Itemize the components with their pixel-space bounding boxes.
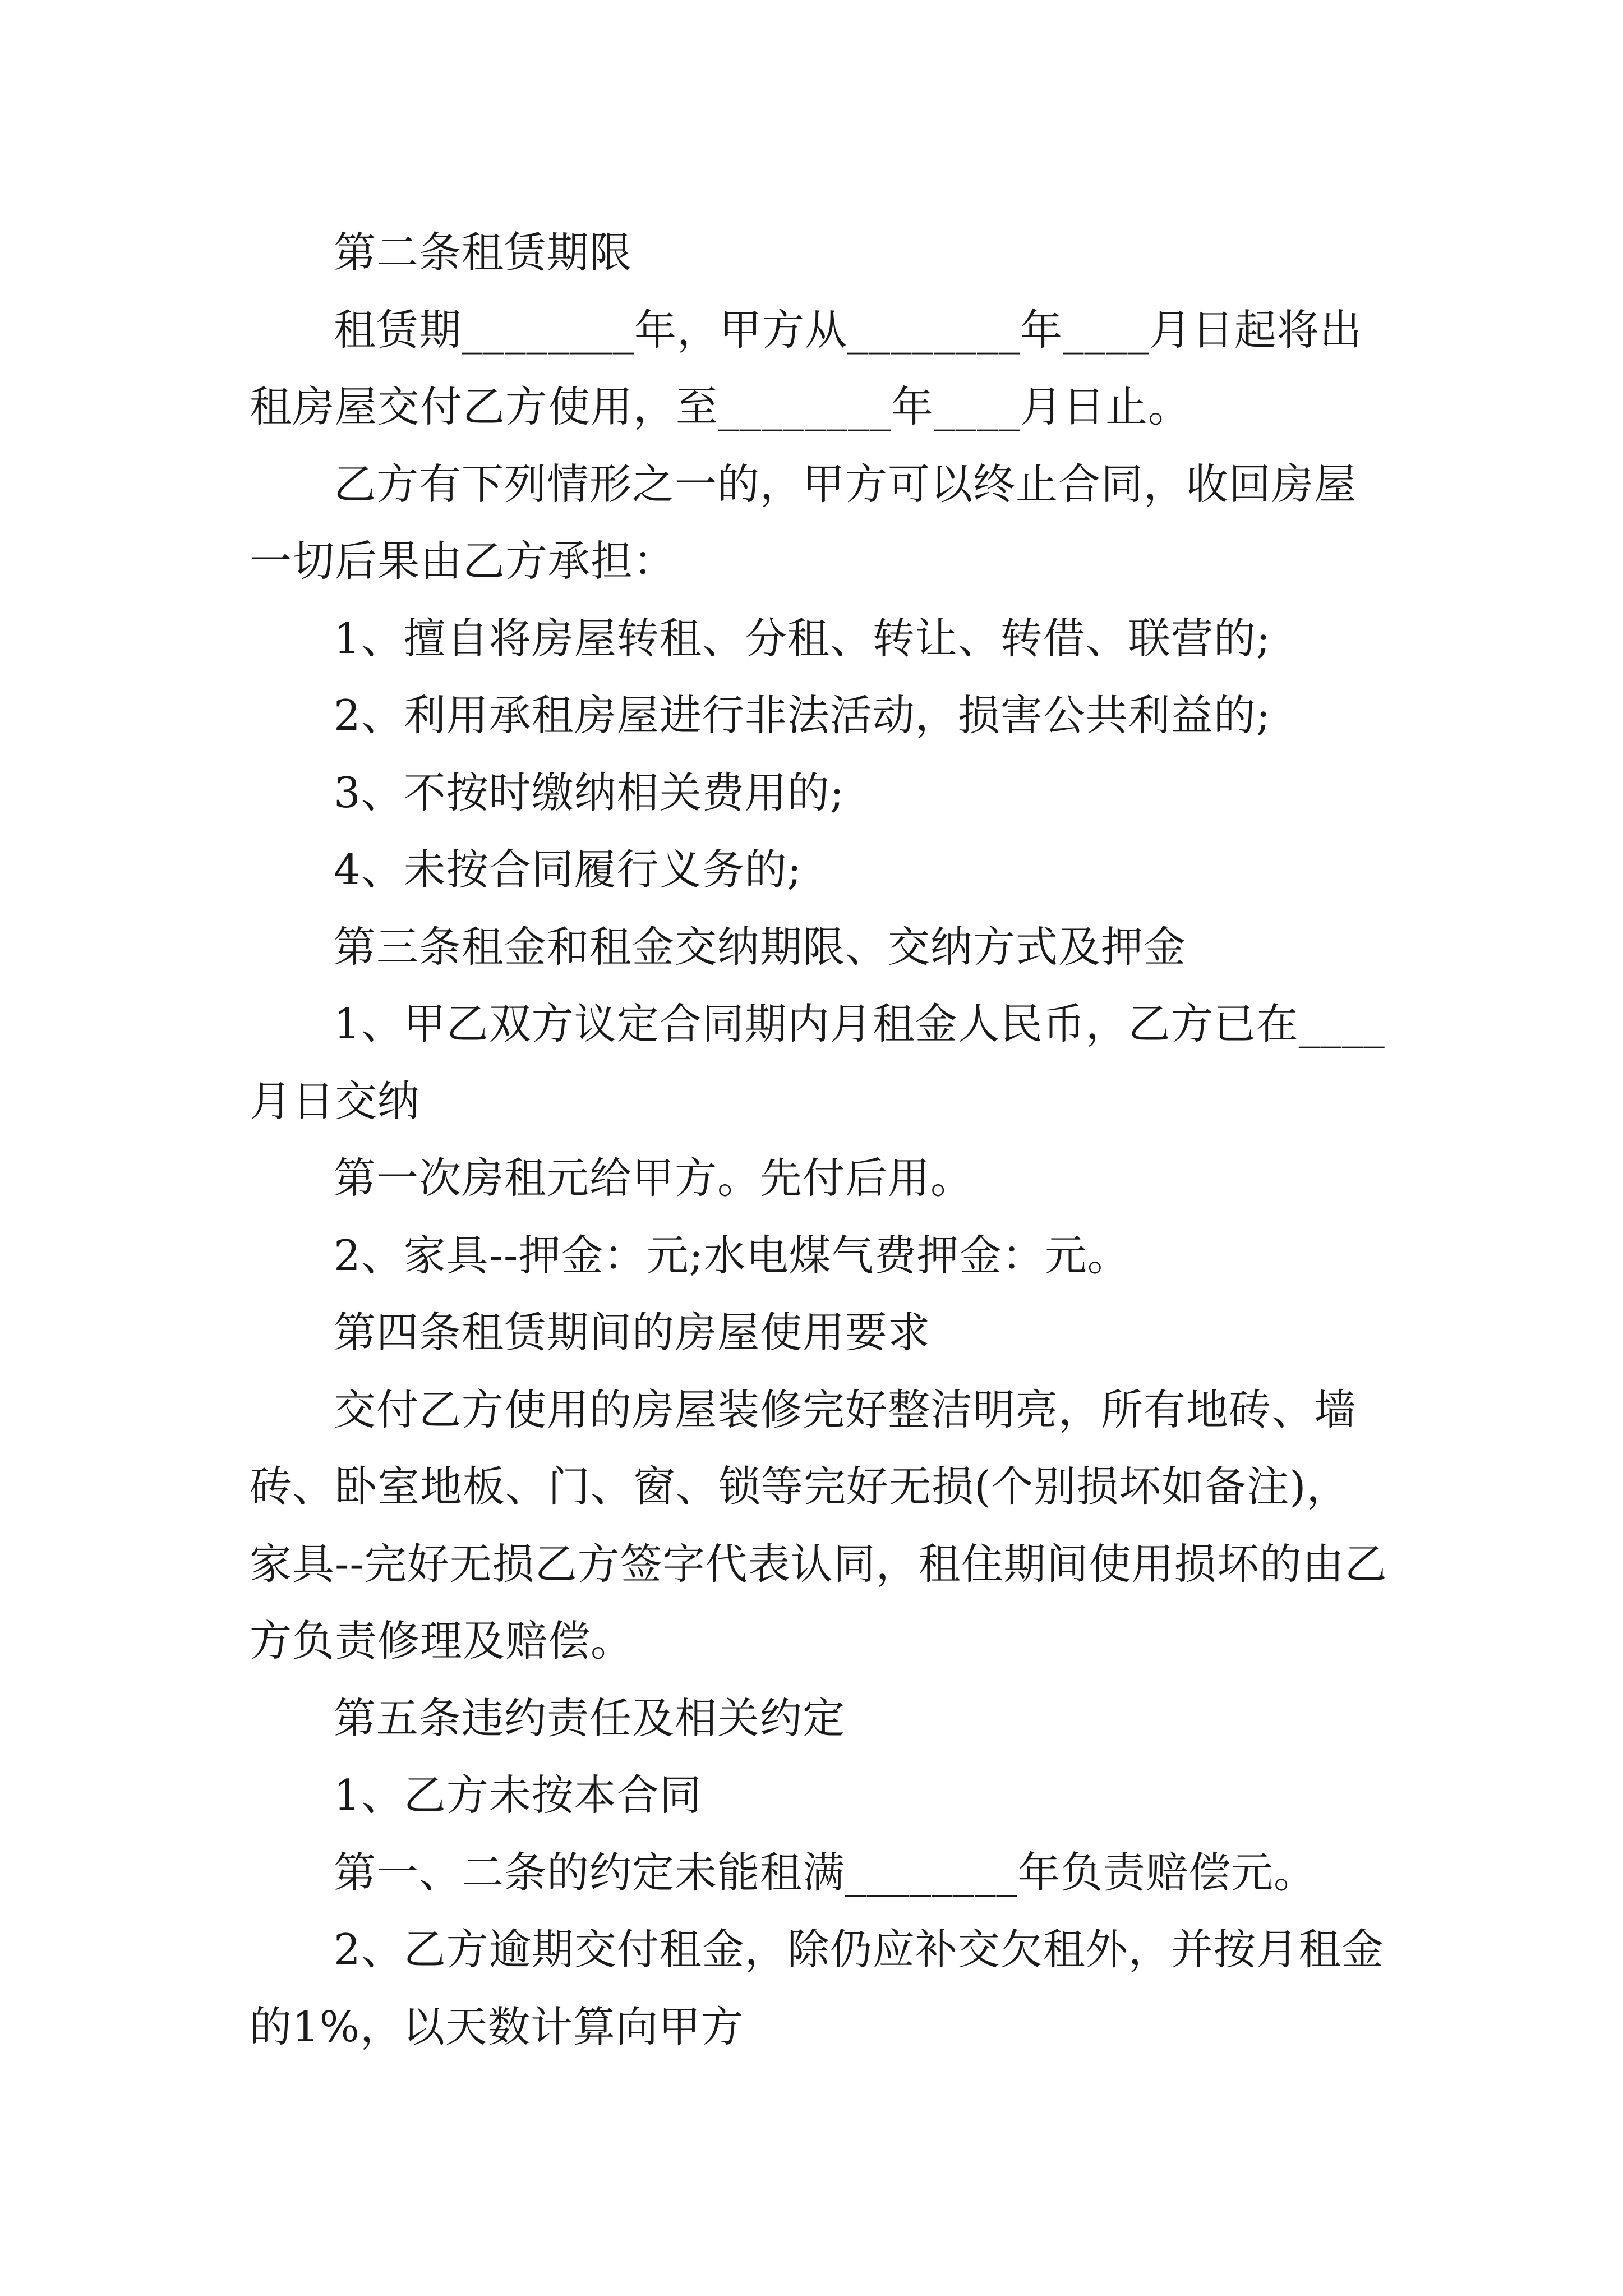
paragraph-termination-conditions: 乙方有下列情形之一的，甲方可以终止合同，收回房屋一切后果由乙方承担：	[250, 459, 1357, 586]
paragraph-compensation: 第一、二条的约定未能租满________年负责赔偿元。	[334, 1847, 1317, 1897]
list-item-illegal-activity: 2、利用承租房屋进行非法活动，损害公共利益的;	[334, 691, 1271, 740]
paragraph-first-payment: 第一次房租元给甲方。先付后用。	[334, 1153, 974, 1203]
section-heading-usage: 第四条租赁期间的房屋使用要求	[334, 1308, 931, 1357]
document-body	[250, 214, 1388, 2065]
list-item-contract-breach: 1、乙方未按本合同	[334, 1770, 702, 1820]
list-item-sublet: 1、擅自将房屋转租、分租、转让、转借、联营的;	[334, 613, 1271, 663]
list-item-breach: 4、未按合同履行义务的;	[334, 845, 802, 894]
list-item-late-rent: 2、乙方逾期交付租金，除仍应补交欠租外，并按月租金的1%，以天数计算向甲方	[250, 1925, 1384, 2051]
section-heading-liability: 第五条违约责任及相关约定	[334, 1693, 846, 1743]
paragraph-monthly-rent: 1、甲乙双方议定合同期内月租金人民币，乙方已在____月日交纳	[250, 999, 1385, 1126]
paragraph-lease-period: 租赁期________年，甲方从________年____月日起将出租房屋交付乙方使用，至________年____月日止。	[250, 305, 1363, 431]
paragraph-deposits: 2、家具--押金：元;水电煤气费押金：元。	[334, 1230, 1130, 1280]
list-item-unpaid-fees: 3、不按时缴纳相关费用的;	[334, 767, 845, 817]
section-heading-rent: 第三条租金和租金交纳期限、交纳方式及押金	[334, 922, 1187, 972]
paragraph-house-condition: 交付乙方使用的房屋装修完好整洁明亮，所有地砖、墙砖、卧室地板、门、窗、锁等完好无损(个别损坏如备注)，家具--完好无损乙方签字代表认同，租住期间使用损坏的由乙方负责修理及赔偿。	[250, 1384, 1387, 1665]
section-heading-term: 第二条租赁期限	[334, 228, 633, 277]
